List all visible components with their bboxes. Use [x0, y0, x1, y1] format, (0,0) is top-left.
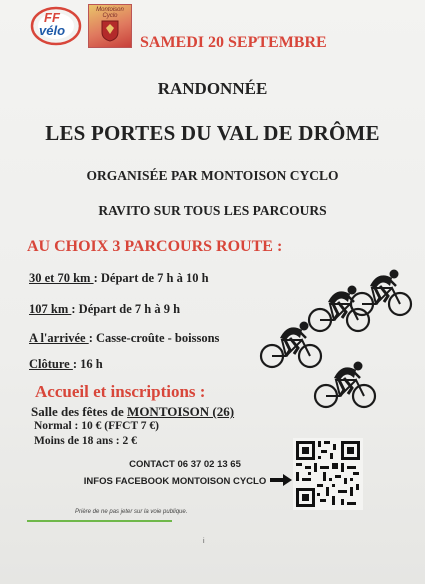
route-line-1 [29, 271, 209, 286]
ravito-line: RAVITO SUR TOUS LES PARCOURS [98, 203, 327, 218]
venue-name: MONTOISON (26) [127, 404, 235, 419]
organizer-line: ORGANISÉE PAR MONTOISON CYCLO [86, 168, 339, 183]
routes-heading: AU CHOIX 3 PARCOURS ROUTE : [27, 238, 283, 255]
ffvelo-logo [30, 6, 82, 46]
route-line-3 [29, 331, 219, 346]
footer-mark: i [203, 538, 205, 545]
venue-line [31, 404, 234, 420]
contact-phone: CONTACT 06 37 02 13 65 [129, 459, 241, 470]
route-4-value: 16 h [80, 357, 103, 371]
footer-notice: Prière de ne pas jeter sur la voie publique. [75, 509, 188, 515]
event-type: RANDONNÉE [157, 79, 268, 98]
route-line-2 [29, 302, 180, 317]
event-date: SAMEDI 20 SEPTEMBRE [140, 34, 327, 51]
ffvelo-logo-bottom: vélo [39, 23, 66, 38]
route-3-label: A l'arrivée [29, 331, 89, 345]
registration-heading: Accueil et inscriptions : [35, 382, 206, 401]
route-2-value: Départ de 7 h à 9 h [78, 302, 181, 316]
contact-facebook: INFOS FACEBOOK MONTOISON CYCLO [83, 476, 267, 487]
cyclist-4 [315, 362, 375, 408]
route-1-value: Départ de 7 h à 10 h [100, 271, 209, 285]
route-3-value: Casse-croûte - boissons [96, 331, 220, 345]
route-2-label: 107 km [29, 302, 72, 316]
event-title: LES PORTES DU VAL DE DRÔME [45, 121, 380, 145]
route-line-4 [29, 357, 103, 372]
ffvelo-logo-top: FF [44, 10, 60, 25]
route-4-sep: : [72, 357, 81, 371]
venue-prefix: Salle des fêtes de [31, 404, 128, 419]
crest-icon [101, 20, 119, 42]
route-1-sep: : [93, 271, 101, 285]
route-3-sep: : [88, 331, 96, 345]
price-under18: Moins de 18 ans : 2 € [34, 435, 137, 447]
route-2-sep: : [71, 302, 79, 316]
cyclists-illustration [250, 262, 420, 420]
route-1-label: 30 et 70 km [29, 271, 94, 285]
club-logo-text: Montoison Cyclo [96, 7, 124, 19]
price-normal: Normal : 10 € (FFCT 7 €) [34, 420, 159, 432]
footer-rule [27, 520, 172, 522]
qr-code[interactable] [293, 438, 363, 510]
route-4-label: Clôture [29, 357, 73, 371]
club-logo [88, 4, 132, 48]
arrow-right-icon [270, 474, 292, 486]
